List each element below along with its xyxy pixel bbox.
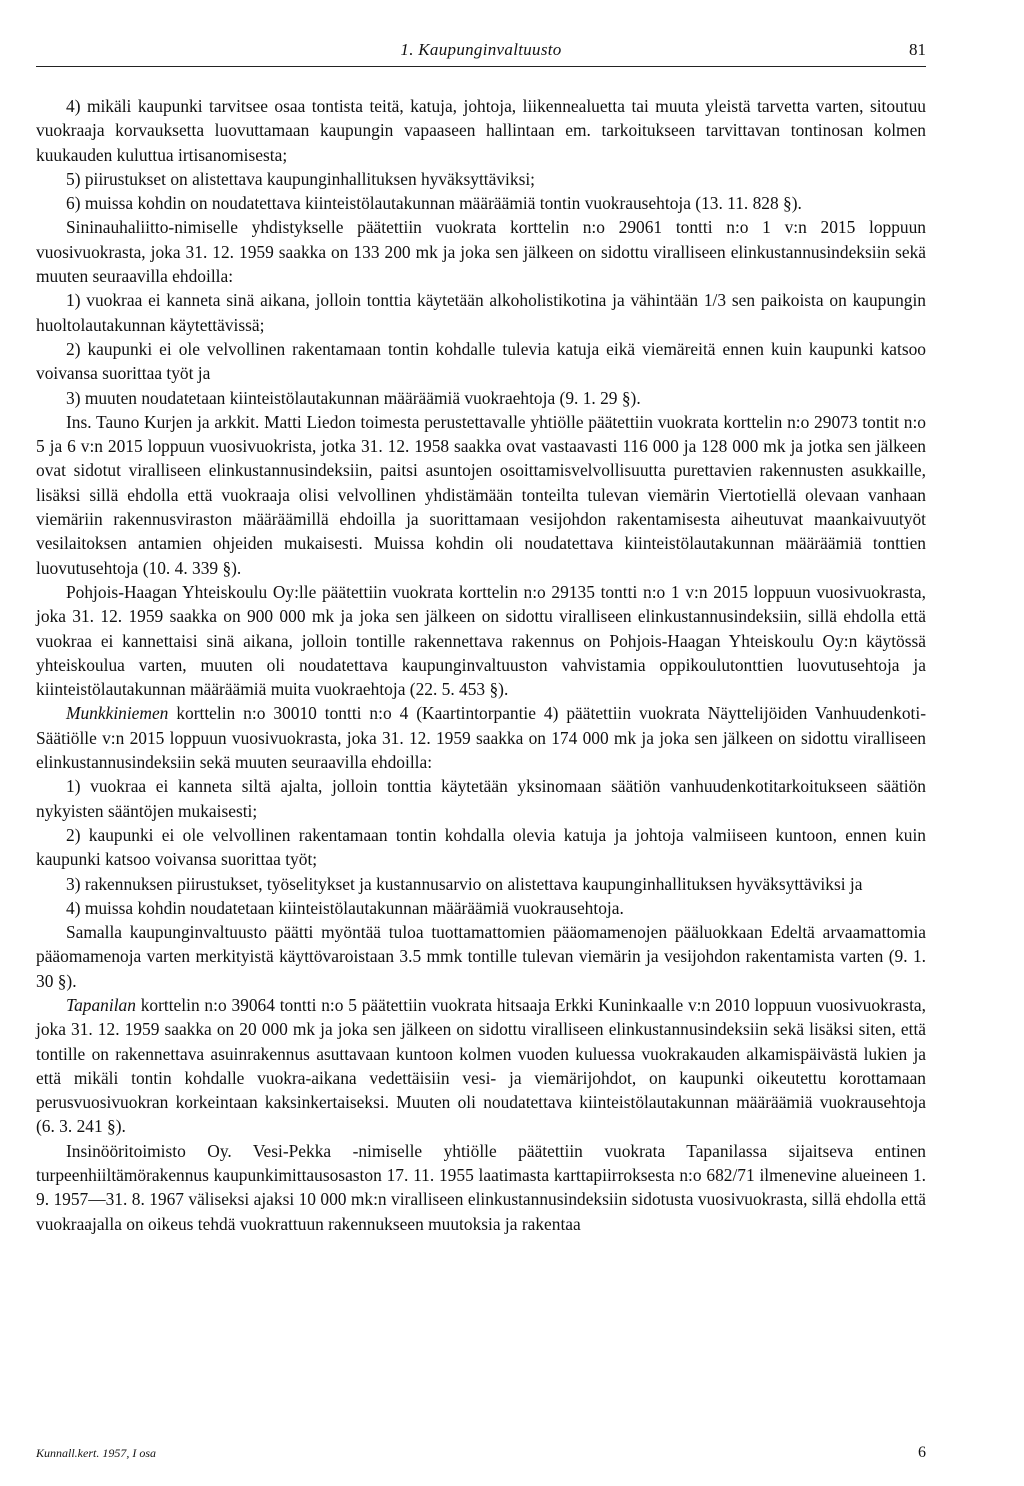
paragraph: Ins. Tauno Kurjen ja arkkit. Matti Liedon toimesta perustettavalle yhtiölle päätettiin vuokrata korttelin n:o 29073 tontit n:o 5 ja 6 v:n 2015 loppuun vuosivuokrista, jotka 31. 12. 1958 saakka ovat vastaavasti 116 000 ja 128 000 mk ja jotka sen jälkeen ovat sidotut viralliseen elinkustannusindeksiin, paitsi asuntojen osoittamisvelvollisuutta purettavien rakennusten asukkaille, lisäksi sillä ehdolla että vuokraaja olisi velvollinen yhdistämään tonteilta tulevan viemärin Viertotiellä olevaan vanhaan viemäriin rakennusviraston määräämillä ehdoilla ja suorittamaan vesijohdon rakentamisesta aiheutuvat maankaivuutyöt vesilaitoksen antamien ohjeiden mukaisesti. Muissa kohdin oli noudatettava kiinteistölautakunnan määräämiä tonttien luovutusehtoja (10. 4. 339 §). xyxy=(36,411,926,578)
page-number: 81 xyxy=(909,40,926,59)
paragraph: 2) kaupunki ei ole velvollinen rakentamaan tontin kohdalle tulevia katuja eikä viemäreitä ennen kuin kaupunki katsoo voivansa suorittaa työt ja xyxy=(36,338,926,384)
paragraph: 4) mikäli kaupunki tarvitsee osaa tontista teitä, katuja, johtoja, liikennealuetta tai muuta yleistä tarvetta varten, sitoutuu vuokraaja korvauksetta luovuttamaan kaupungin vapaaseen hallintaan em. tarkoitukseen tarvittavan tontinosan kolmen kuukauden kuluttua irtisanomisesta; xyxy=(36,96,926,165)
body-text xyxy=(36,94,926,1236)
paragraph: Sininauhaliitto-nimiselle yhdistykselle päätettiin vuokrata korttelin n:o 29061 tontti n:o 1 v:n 2015 loppuun vuosivuokrasta, joka 31. 12. 1959 saakka on 133 200 mk ja joka sen jälkeen on sidottu viralliseen elinkustannusindeksiin sekä muuten seuraavilla ehdoilla: xyxy=(36,217,926,287)
paragraph xyxy=(36,993,926,1139)
paragraph: 5) piirustukset on alistettava kaupunginhallituksen hyväksyttäviksi; xyxy=(66,168,535,189)
paragraph-text: korttelin n:o 39064 tontti n:o 5 päätettiin vuokrata hitsaaja Erkki Kuninkaalle v:n 2010 loppuun vuosivuokrasta, joka 31. 12. 1959 saakka on 20 000 mk ja joka sen jälkeen on sidottu viralliseen elinkustannusindeksiin sekä lisäksi siten, että tontille on rakennettava asuinrakennus asuttavaan kuntoon kolmen vuoden kuluessa vuokrakauden alkamispäivästä lukien ja että mikäli tontin kohdalle vuokra-aikana vedettäisiin vesi- ja viemärijohdot, on kaupunki oikeutettu korottamaan perusvuosivuokran korkeintaan kaksinkertaiseksi. Muuten oli noudatettava kiinteistölautakunnan määräämiä vuokrausehtoja (6. 3. 241 §). xyxy=(36,994,926,1137)
paragraph: 1) vuokraa ei kanneta sinä aikana, jolloin tonttia käytetään alkoholistikotina ja vähintään 1/3 sen paikoista on kaupungin huoltolautakunnan käytettävissä; xyxy=(36,290,926,335)
paragraph: 3) rakennuksen piirustukset, työselitykset ja kustannusarvio on alistettava kaupunginhallituksen hyväksyttäviksi ja xyxy=(66,873,863,894)
header-rule xyxy=(36,66,926,67)
paragraph: 6) muissa kohdin on noudatettava kiinteistölautakunnan määräämiä tontin vuokrausehtoja (13. 11. 828 §). xyxy=(66,193,802,214)
paragraph: 2) kaupunki ei ole velvollinen rakentamaan tontin kohdalla olevia katuja ja johtoja valmiiseen kuntoon, ennen kuin kaupunki katsoo voivansa suorittaa työt; xyxy=(36,824,926,870)
paragraph: 3) muuten noudatetaan kiinteistölautakunnan määräämiä vuokraehtoja (9. 1. 29 §). xyxy=(66,387,641,408)
running-title: 1. Kaupunginvaltuusto xyxy=(400,40,562,59)
paragraph: Samalla kaupunginvaltuusto päätti myöntää tuloa tuottamattomien pääomamenojen pääluokkaan Edeltä arvaamattomia pääomamenoja varten merkityistä käyttövaroistaan 3.5 mmk tontille tulevan viemärin ja vesijohdon rakentamista varten (9. 1. 30 §). xyxy=(36,922,926,991)
footer-source: Kunnall.kert. 1957, I osa xyxy=(36,1446,156,1460)
paragraph: Pohjois-Haagan Yhteiskoulu Oy:lle päätettiin vuokrata korttelin n:o 29135 tontti n:o 1 v:n 2015 loppuun vuosivuokrasta, joka 31. 12. 1959 saakka on 900 000 mk ja joka sen jälkeen on sidottu viralliseen elinkustannusindeksiin, sillä ehdolla että vuokraa ei kannettaisi sinä aikana, jolloin tontille rakennettava rakennus on Pohjois-Haagan Yhteiskoulu Oy:n käytössä yhteiskoulua varten, muuten oli noudatettava kaupunginvaltuuston vahvistamia oppikoulutonttien luovutusehtoja ja kiinteistölautakunnan määräämiä muita vuokraehtoja (22. 5. 453 §). xyxy=(36,581,926,700)
paragraph: 4) muissa kohdin noudatetaan kiinteistölautakunnan määräämiä vuokrausehtoja. xyxy=(66,897,624,918)
place-name: Tapanilan xyxy=(66,994,136,1015)
paragraph: 1) vuokraa ei kanneta siltä ajalta, jolloin tonttia käytetään yksinomaan säätiön vanhuudenkotitarkoitukseen säätiön nykyisten sääntöjen mukaisesti; xyxy=(36,776,926,821)
page-footer xyxy=(36,1444,926,1466)
signature-mark: 6 xyxy=(918,1444,926,1461)
paragraph xyxy=(36,701,926,774)
page-header xyxy=(36,40,926,66)
place-name: Munkkiniemen xyxy=(66,703,169,724)
paragraph-text: korttelin n:o 30010 tontti n:o 4 (Kaartintorpantie 4) päätettiin vuokrata Näyttelijöiden Vanhuudenkoti-Säätiölle v:n 2015 loppuun vuosivuokrasta, joka 31. 12. 1959 saakka on 174 000 mk ja joka sen jälkeen on sidottu viralliseen elinkustannusindeksiin sekä muuten seuraavilla ehdoilla: xyxy=(36,703,926,773)
paragraph: Insinööritoimisto Oy. Vesi-Pekka -nimiselle yhtiölle päätettiin vuokrata Tapanilassa sijaitseva entinen turpeenhiiltämörakennus kaupunkimittausosaston 17. 11. 1955 laatimasta karttapiirroksesta n:o 682/71 ilmenevine alueineen 1. 9. 1957—31. 8. 1967 väliseksi ajaksi 10 000 mk:n viralliseen elinkustannusindeksiin sidotusta vuosivuokrasta, sillä ehdolla että vuokraajalla on oikeus tehdä vuokrattuun rakennukseen muutoksia ja rakentaa xyxy=(36,1140,926,1234)
